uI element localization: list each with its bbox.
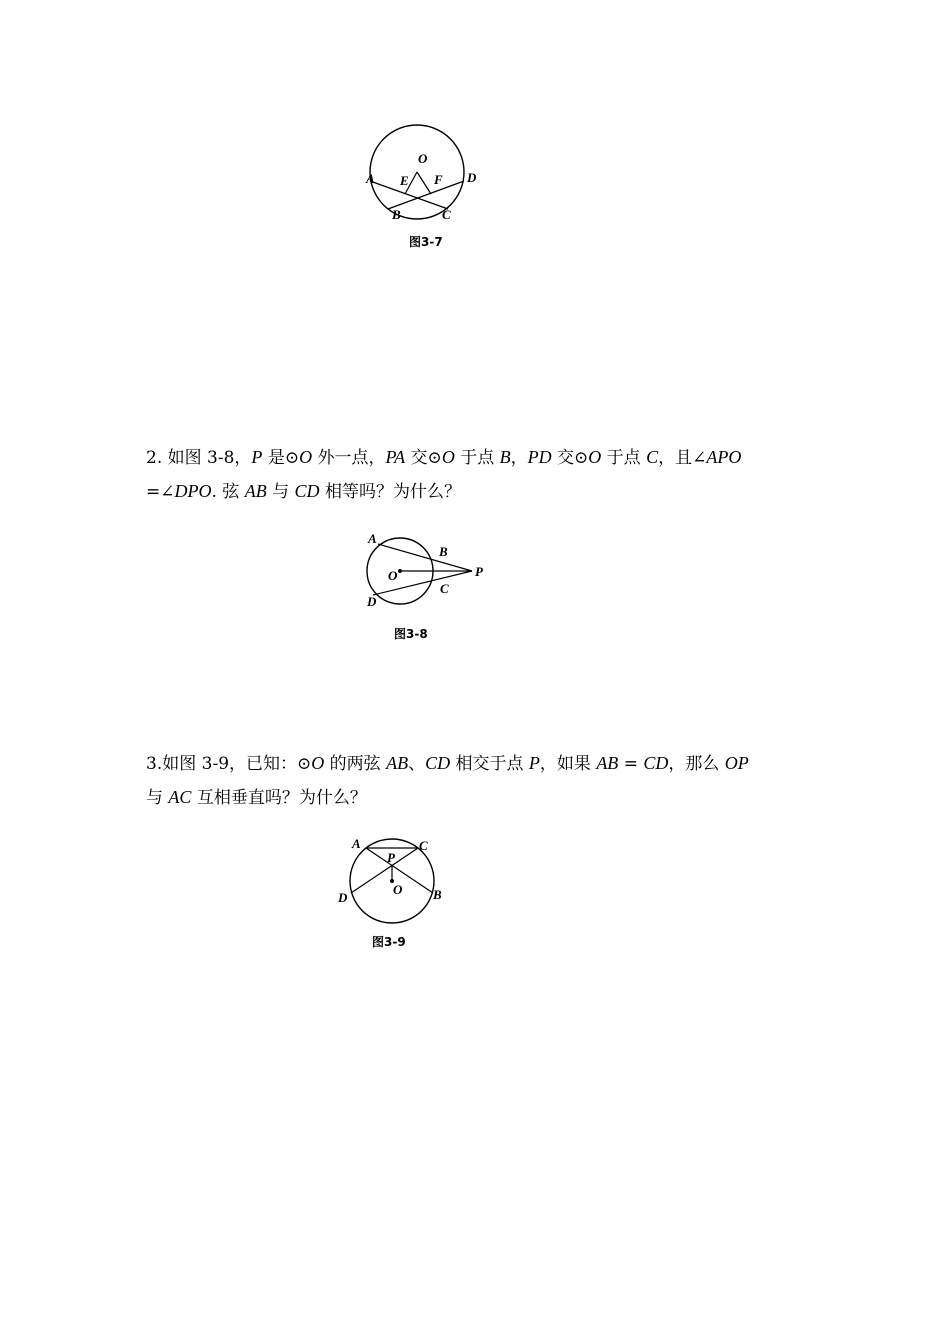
figure-3-7 bbox=[360, 118, 500, 258]
figure-3-9-drawing bbox=[334, 833, 454, 958]
label-d: D bbox=[467, 170, 477, 185]
question-2-text: 2. 如图 3-8，P 是⊙O 外一点，PA 交⊙O 于点 B，PD 交⊙O 于点 C，且∠APO =∠DPO. 弦 AB 与 CD 相等吗？为什么？ bbox=[146, 447, 742, 502]
figure-3-8-drawing bbox=[360, 528, 500, 648]
center-dot bbox=[398, 569, 402, 573]
question-2 bbox=[146, 441, 810, 509]
chord-cd bbox=[351, 848, 418, 893]
figure-3-9 bbox=[334, 833, 454, 958]
label-a: A bbox=[368, 531, 377, 546]
label-c: C bbox=[419, 838, 428, 853]
secant-pa bbox=[378, 544, 472, 571]
label-b: B bbox=[392, 207, 401, 222]
figure-caption: 图3-7 bbox=[409, 235, 443, 249]
label-d: D bbox=[338, 890, 348, 905]
label-a: A bbox=[352, 836, 361, 851]
label-f: F bbox=[434, 172, 443, 187]
question-number: 3. bbox=[146, 754, 163, 774]
figure-caption: 图3-8 bbox=[394, 627, 428, 641]
label-b: B bbox=[433, 887, 442, 902]
label-c: C bbox=[440, 581, 449, 596]
label-c: C bbox=[442, 207, 451, 222]
label-o: O bbox=[418, 151, 428, 166]
label-p: P bbox=[475, 564, 483, 579]
figure-caption: 图3-9 bbox=[372, 935, 406, 949]
label-p: P bbox=[387, 850, 395, 865]
label-b: B bbox=[439, 544, 448, 559]
question-number: 2. bbox=[146, 448, 163, 468]
label-a: A bbox=[366, 171, 375, 186]
question-3-text: 3.如图 3-9，已知：⊙O 的两弦 AB、CD 相交于点 P，如果 AB = CD，那么 OP 与 AC 互相垂直吗？为什么？ bbox=[146, 753, 749, 808]
label-d: D bbox=[367, 594, 377, 609]
figure-3-7-drawing bbox=[360, 118, 500, 258]
label-e: E bbox=[400, 173, 409, 188]
figure-3-8 bbox=[360, 528, 500, 648]
label-o: O bbox=[393, 882, 403, 897]
question-3 bbox=[146, 747, 810, 815]
segment-of bbox=[417, 172, 431, 194]
label-o: O bbox=[388, 568, 398, 583]
